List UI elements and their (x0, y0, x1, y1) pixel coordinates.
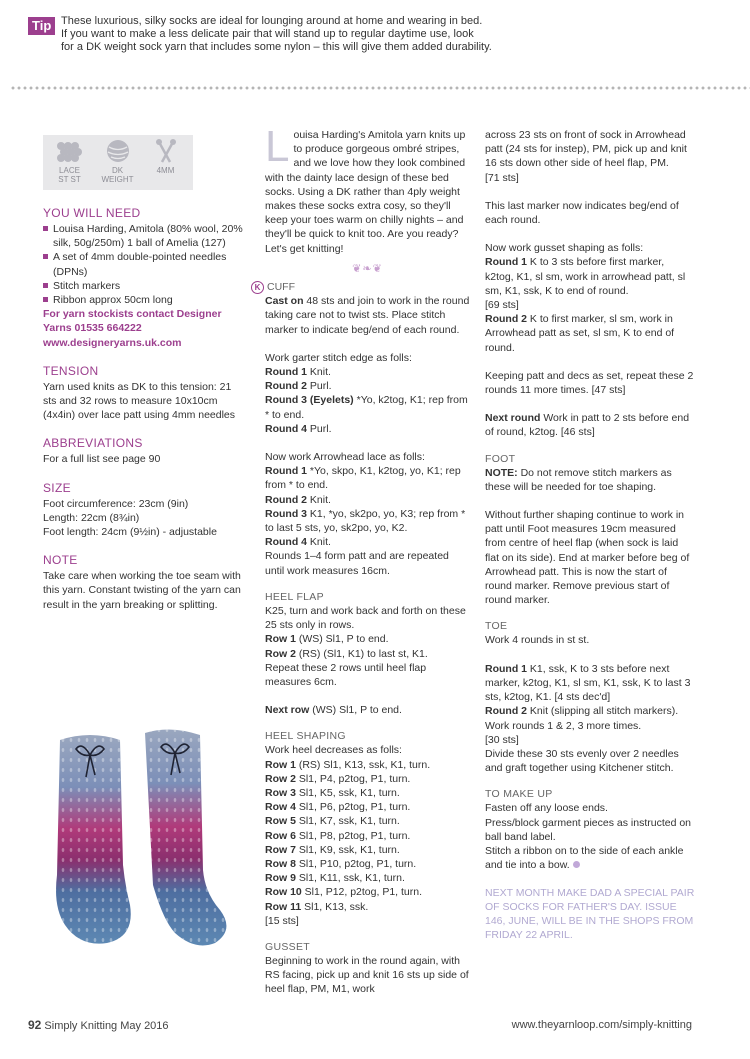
heel-row: Row 2 Sl1, P4, p2tog, P1, turn. (265, 772, 411, 785)
heel-row: Row 7 Sl1, K9, ssk, K1, turn. (265, 843, 400, 856)
heel-row: Row 4 Sl1, P6, p2tog, P1, turn. (265, 801, 411, 814)
lace-stitch-icon (56, 138, 84, 164)
magazine-name: Simply Knitting May 2016 (44, 1020, 169, 1032)
make-up-heading: TO MAKE UP (485, 788, 553, 801)
heel-row: Row 6 Sl1, P8, p2tog, P1, turn. (265, 829, 411, 842)
page-number: 92 (28, 1018, 42, 1032)
footer-url[interactable]: www.theyarnloop.com/simply-knitting (511, 1019, 692, 1031)
intro-paragraph: Louisa Harding's Amitola yarn knits up to produce gorgeous ombré stripes, and we love how they look combined with the dainty lace design of these bed socks. Using a DK rather than 4ply weight makes these socks extra cosy, so they'll keep your toes warm on chilly nights – and they'll be quick to knit too. Are you ready? Let's get knitting! (265, 122, 466, 255)
abbreviations-heading: ABBREVIATIONS (43, 436, 143, 451)
note-heading: NOTE (43, 553, 78, 568)
spec-icons-box (43, 135, 193, 190)
heel-flap-heading: HEEL FLAP (265, 590, 324, 603)
heel-row: Row 5 Sl1, K7, ssk, K1, turn. (265, 815, 400, 828)
pattern-column-3: across 23 sts on front of sock in Arrowhead patt (24 sts for instep), PM, pick up and knit 16 sts down other side of heel flap, PM. [71 sts] This last marker now indicates beg/end of each round. Now work gusset shaping as folls: Round 1 K to 3 sts before first marker, k2tog, K1, sl sm, work in arrowhead patt, sl sm, K1, ssk, K to end of round. [69 sts] Round 2 K to first marker, sl sm, work in Arrowhead patt as set, sl sm, K to end of round. Keeping patt and decs as set, repeat these 2 rounds 11 more times. [47 sts] Next round Work in patt to 2 sts before end of round, k2tog. [46 sts] FOOT NOTE: Do not remove stitch markers as these will be needed for toe shaping. Without further shaping continue to work in patt until Foot measures 19cm measured from centre of heel flap (when sock is laid flat on its side). End at marker before beg of Arrowhead patt. This is now the start of round marker. Remove previous start of round marker. TOE Work 4 rounds in st st. Round 1 K1, ssk, K to 3 sts before next marker, k2tog, K1, sl sm, K1, ssk, K to last 3 sts, k2tog, K1. [4 sts dec'd] Round 2 Knit (slipping all stitch markers). Work rounds 1 & 2, 3 more times. [30 sts] Divide these 30 sts evenly over 2 needles and graft together using Kitchener stitch. TO MAKE UP Fasten off any loose ends. Press/block garment pieces as instructed on ball band label. Stitch a ribbon on to the side of each ankle and tie into a bow. NEXT MONTH MAKE DAD A SPECIAL PAIR OF SOCKS FOR FATHER'S DAY. ISSUE 146, JUNE, WILL BE IN THE SHOPS FROM FRIDAY 22 APRIL. (485, 129, 695, 942)
socks-photo (35, 715, 245, 955)
end-mark-icon (573, 861, 580, 868)
drop-cap: L (265, 122, 290, 171)
footer-left (28, 1018, 169, 1033)
spec-needles: 4MM (143, 138, 188, 175)
gusset-heading: GUSSET (265, 940, 310, 953)
needles-icon (152, 138, 180, 164)
tip-box (28, 15, 728, 54)
next-month-teaser: NEXT MONTH MAKE DAD A SPECIAL PAIR OF SOCKS FOR FATHER'S DAY. ISSUE 146, JUNE, WILL BE IN THE SHOPS FROM FRIDAY 22 APRIL. (485, 887, 695, 942)
size-heading: SIZE (43, 480, 71, 495)
pattern-column-2: Louisa Harding's Amitola yarn knits up to produce gorgeous ombré stripes, and we love how they look combined with the dainty lace design of these bed socks. Using a DK rather than 4ply weight makes these socks extra cosy, so they'll keep your toes warm on chilly nights – and they'll be quick to knit too. Are you ready? Let's get knitting! ❦❧❦ K CUFF Cast on 48 sts and join to work in the round taking care not to twist sts. Place stitch marker to indicate beg/end of each round. Work garter stitch edge as folls: Round 1 Knit. Round 2 Purl. Round 3 (Eyelets) *Yo, k2tog, K1; rep from * to end. Round 4 Purl. Now work Arrowhead lace as folls: Round 1 *Yo, skpo, K1, k2tog, yo, K1; rep from * to end. Round 2 Knit. Round 3 K1, *yo, sk2po, yo, K3; rep from * to last 5 sts, yo, sk2po, yo, K2. Round 4 Knit. Rounds 1–4 form patt and are repeated until work measures 16cm. HEEL FLAP K25, turn and work back and forth on these 25 sts only in rows. Row 1 (WS) Sl1, P to end. Row 2 (RS) (Sl1, K1) to last st, K1. Repeat these 2 rows until heel flap measures 6cm. Next row (WS) Sl1, P to end. HEEL SHAPING Work heel decreases as folls: Row 1 (RS) Sl1, K13, ssk, K1, turn. Row 2 Sl1, P4, p2tog, P1, turn. Row 3 Sl1, K5, ssk, K1, turn. Row 4 Sl1, P6, p2tog, P1, turn. Row 5 Sl1, K7, ssk, K1, turn. Row 6 Sl1, P8, p2tog, P1, turn. Row 7 Sl1, K9, ssk, K1, turn. Row 8 Sl1, P10, p2tog, P1, turn. Row 9 Sl1, K11, ssk, K1, turn. Row 10 Sl1, P12, p2tog, P1, turn. Row 11 Sl1, K13, ssk. [15 sts] GUSSET Beginning to work in the round again, with RS facing, pick up and knit 16 sts up side of heel flap, PM, M1, work (265, 128, 470, 997)
abbreviations-text: For a full list see page 90 (43, 453, 161, 466)
tension-heading: TENSION (43, 363, 99, 378)
stockists: For yarn stockists contact Designer Yarns 01535 664222 www.designeryarns.uk.com (43, 308, 222, 349)
spec-lace: LACE ST ST (47, 138, 92, 184)
cuff-heading: K CUFF (265, 280, 470, 294)
sidebar-column (43, 135, 243, 612)
size-line: Foot length: 24cm (9½in) - adjustable (43, 526, 217, 539)
tip-text: These luxurious, silky socks are ideal for lounging around at home and wearing in bed. If you want to make a less delicate pair that will stand up to regular daytime use, look for a DK weight sock yarn that includes some nylon – this will give them added durability. (61, 15, 492, 53)
yarn-ball-icon (104, 138, 132, 164)
need-item: Ribbon approx 50cm long (43, 293, 243, 307)
ornament-divider-icon: ❦❧❦ (352, 262, 383, 275)
need-item: Louisa Harding, Amitola (80% wool, 20% silk, 50g/250m) 1 ball of Amelia (127) (43, 222, 243, 250)
need-heading: YOU WILL NEED (43, 206, 141, 220)
dotted-divider (10, 86, 750, 90)
heel-row: Row 9 Sl1, K11, ssk, K1, turn. (265, 872, 405, 885)
heel-row: Row 3 Sl1, K5, ssk, K1, turn. (265, 786, 400, 799)
need-item: A set of 4mm double-pointed needles (DPNs) (43, 250, 243, 278)
need-item: Stitch markers (43, 279, 243, 293)
tip-badge: Tip (28, 17, 55, 35)
note-text: Take care when working the toe seam with this yarn. Constant twisting of the yarn can result in the yarn breaking or splitting. (43, 570, 241, 611)
heel-row: Row 10 Sl1, P12, p2tog, P1, turn. (265, 886, 423, 899)
heel-row: Row 8 Sl1, P10, p2tog, P1, turn. (265, 857, 417, 870)
heel-row: Row 1 (RS) Sl1, K13, ssk, K1, turn. (265, 758, 431, 771)
spec-weight: DK WEIGHT (95, 138, 140, 184)
foot-heading: FOOT (485, 452, 516, 465)
knit-badge-icon: K (251, 281, 264, 294)
size-line: Foot circumference: 23cm (9in) (43, 497, 189, 510)
heel-row: Row 11 Sl1, K13, ssk. (265, 900, 369, 913)
toe-heading: TOE (485, 620, 508, 633)
size-line: Length: 22cm (8¾in) (43, 511, 140, 524)
tension-text: Yarn used knits as DK to this tension: 21 sts and 32 rows to measure 10x10cm (4x4in) over lace patt using 4mm needles (43, 380, 236, 422)
heel-shaping-heading: HEEL SHAPING (265, 730, 346, 743)
